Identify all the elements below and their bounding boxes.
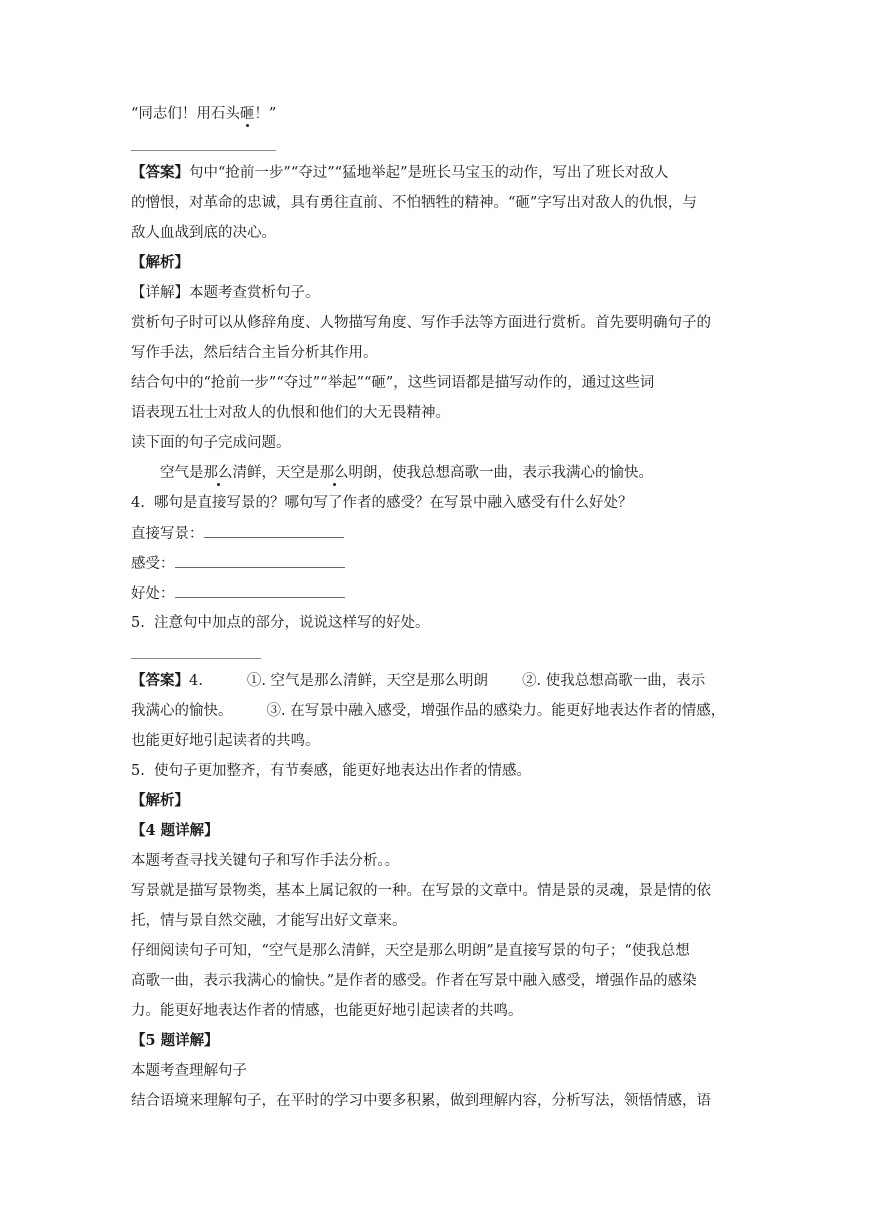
fill-blank[interactable] <box>175 553 345 568</box>
emphasis-dotted-word: 那么 <box>319 465 349 481</box>
detail1-line4: 结合句中的“抢前一步”“夺过”“举起”“砸”，这些词语都是描写动作的，通过这些词 <box>131 375 655 391</box>
detail5-line2: 结合语境来理解句子，在平时的学习中要多积累，做到理解内容，分析写法，领悟情感，语 <box>131 1093 711 1109</box>
detail4-line6: 力。能更好地表达作者的情感，也能更好地引起读者的共鸣。 <box>131 1003 523 1019</box>
emphasis-dotted-char: 砸 <box>239 106 255 122</box>
detail1-line5: 语表现五壮士对敌人的仇恨和他们的大无畏精神。 <box>131 405 450 421</box>
detail5-heading: 【5 题详解】 <box>131 1032 219 1049</box>
analysis-heading: 【解析】 <box>131 254 189 271</box>
detail4-line5: 高歌一曲，表示我满心的愉快。”是作者的感受。作者在写景中融入感受，增强作品的感染 <box>131 973 697 989</box>
analysis-heading: 【解析】 <box>131 792 189 809</box>
detail5-line1: 本题考查理解句子 <box>131 1063 247 1079</box>
answer2-line2: 我满心的愉快。 ③. 在写景中融入感受，增强作品的感染力。能更好地表达作者的情感， <box>131 703 726 719</box>
answer1-line1: 【答案】句中“抢前一步”“夺过”“猛地举起”是班长马宝玉的动作，写出了班长对敌人 <box>131 164 669 181</box>
answer1-line3: 敌人血战到底的决心。 <box>131 225 276 241</box>
question-4: 4. 哪句是直接写景的？哪句写了作者的感受？在写景中融入感受有什么好处？ <box>131 495 633 511</box>
emphasis-dotted-word: 那么 <box>203 465 233 481</box>
fill-feeling-row: 感受： <box>131 553 345 574</box>
question-5: 5. 注意句中加点的部分，说说这样写的好处。 <box>131 615 430 631</box>
fill-blank[interactable] <box>175 583 345 598</box>
answer2-line3: 也能更好地引起读者的共鸣。 <box>131 733 320 749</box>
answer2-line1: 【答案】4. ①. 空气是那么清鲜，天空是那么明朗 ②. 使我总想高歌一曲，表示 <box>131 672 706 689</box>
detail4-line4: 仔细阅读句子可知，“空气是那么清鲜，天空是那么明朗”是直接写景的句子；“使我总想 <box>131 943 690 959</box>
answer-divider <box>131 658 261 659</box>
quote-line: “同志们！用石头砸！” <box>131 106 277 122</box>
answer1-line2: 的憎恨，对革命的忠诚，具有勇往直前、不怕牺牲的精神。“砸”字写出对敌人的仇恨，与 <box>131 195 697 211</box>
detail1-line1: 【详解】本题考查赏析句子。 <box>131 285 320 301</box>
detail4-line1: 本题考查寻找关键句子和写作手法分析。。 <box>131 853 400 869</box>
detail1-line2: 赏析句子时可以从修辞角度、人物描写角度、写作手法等方面进行赏析。首先要明确句子的 <box>131 315 711 331</box>
fill-benefit-row: 好处： <box>131 583 345 604</box>
detail4-line3: 托，情与景自然交融，才能写出好文章来。 <box>131 913 407 929</box>
answer-divider <box>131 150 276 151</box>
fill-scene-row: 直接写景： <box>131 523 344 544</box>
detail4-line2: 写景就是描写景物类，基本上属记叙的一种。在写景的文章中。情是景的灵魂，景是情的依 <box>131 883 711 899</box>
read-prompt: 读下面的句子完成问题。 <box>131 435 291 451</box>
reading-sentence: 空气是那么清鲜，天空是那么明朗，使我总想高歌一曲，表示我满心的愉快。 <box>160 465 653 481</box>
detail4-heading: 【4 题详解】 <box>131 822 219 839</box>
answer2-line4: 5. 使句子更加整齐，有节奏感，能更好地表达出作者的情感。 <box>131 763 532 779</box>
fill-blank[interactable] <box>204 523 344 538</box>
detail1-line3: 写作手法，然后结合主旨分析其作用。 <box>131 345 378 361</box>
